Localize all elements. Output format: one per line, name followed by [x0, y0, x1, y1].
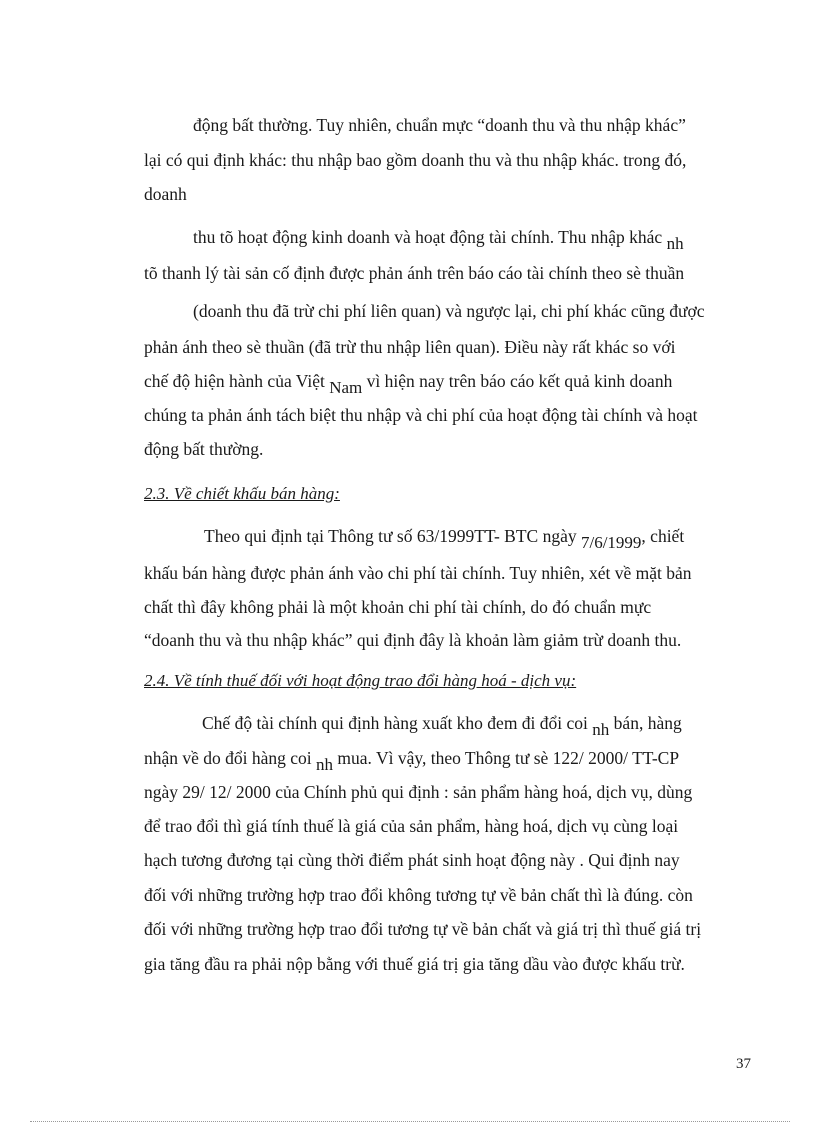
text-line: lại có qui định khác: thu nhập bao gồm doanh thu và thu nhập khác. trong đó, — [144, 150, 687, 170]
text-segment: Theo qui định tại Thông tư số 63/1999TT- BTC ngày — [204, 526, 577, 546]
footer-divider — [30, 1121, 790, 1122]
text-line — [193, 226, 684, 253]
text-line: phản ánh theo sè thuần (đã trừ thu nhập liên quan). Điều này rất khác so với — [144, 337, 676, 357]
text-segment: chế độ hiện hành của Việt — [144, 371, 325, 391]
text-segment: bán, hàng — [613, 713, 682, 733]
text-line: hạch tương đương tại cùng thời điểm phát sinh hoạt động này . Qui định nay — [144, 850, 680, 870]
text-line — [204, 525, 685, 552]
subscript-text: Nam — [329, 378, 363, 397]
text-segment: mua. Vì vậy, theo Thông tư sè 122/ 2000/ TT-CP — [337, 748, 680, 768]
text-line: đối với những trường hợp trao đổi tương tự về bản chất và giá trị thì thuế giá trị — [144, 919, 702, 939]
text-segment: thu tõ hoạt động kinh doanh và hoạt động tài chính. Thu nhập khác — [193, 227, 663, 247]
text-line: chúng ta phản ánh tách biệt thu nhập và chi phí của hoạt động tài chính và hoạt — [144, 405, 698, 425]
text-segment: nhận về do đổi hàng coi — [144, 748, 312, 768]
text-line — [202, 712, 682, 739]
text-line: (doanh thu đã trừ chi phí liên quan) và ngược lại, chi phí khác cũng được — [193, 301, 705, 321]
text-line: tõ thanh lý tài sản cố định được phản ánh trên báo cáo tài chính theo sè thuần — [144, 263, 685, 283]
text-line: động bất thường. Tuy nhiên, chuẩn mực “doanh thu và thu nhập khác” — [193, 115, 686, 135]
section-heading: 2.4. Về tính thuế đối với hoạt động trao đổi hàng hoá - dịch vụ: — [144, 671, 577, 690]
text-line: chất thì đây không phải là một khoản chi phí tài chính, do đó chuẩn mực — [144, 597, 652, 617]
text-line: gia tăng đầu ra phải nộp bằng với thuế giá trị gia tăng dầu vào được khấu trừ. — [144, 954, 685, 974]
text-line: động bất thường. — [144, 439, 264, 459]
text-line: “doanh thu và thu nhập khác” qui định đây là khoản làm giảm trừ doanh thu. — [144, 630, 682, 650]
text-segment: Chế độ tài chính qui định hàng xuất kho đem đi đổi coi — [202, 713, 588, 733]
text-segment: , chiết — [641, 526, 685, 546]
text-line: ngày 29/ 12/ 2000 của Chính phủ qui định : sản phẩm hàng hoá, dịch vụ, dùng — [144, 782, 693, 802]
text-line — [144, 747, 680, 774]
subscript-text: nh — [666, 234, 684, 253]
text-line: khấu bán hàng được phản ánh vào chi phí tài chính. Tuy nhiên, xét về mặt bản — [144, 563, 692, 583]
subscript-text: nh — [316, 755, 334, 774]
text-line: đối với những trường hợp trao đổi không tương tự về bản chất thì là đúng. còn — [144, 885, 693, 905]
text-line — [144, 370, 673, 397]
subscript-text: nh — [592, 720, 610, 739]
subscript-text: 7/6/1999 — [580, 533, 642, 552]
page-number: 37 — [736, 1056, 751, 1072]
section-heading: 2.3. Về chiết khấu bán hàng: — [144, 484, 340, 503]
text-segment: vì hiện nay trên báo cáo kết quả kinh doanh — [366, 371, 673, 391]
text-line: doanh — [144, 184, 187, 204]
text-line: để trao đổi thì giá tính thuế là giá của sản phẩm, hàng hoá, dịch vụ cùng loại — [144, 816, 679, 836]
